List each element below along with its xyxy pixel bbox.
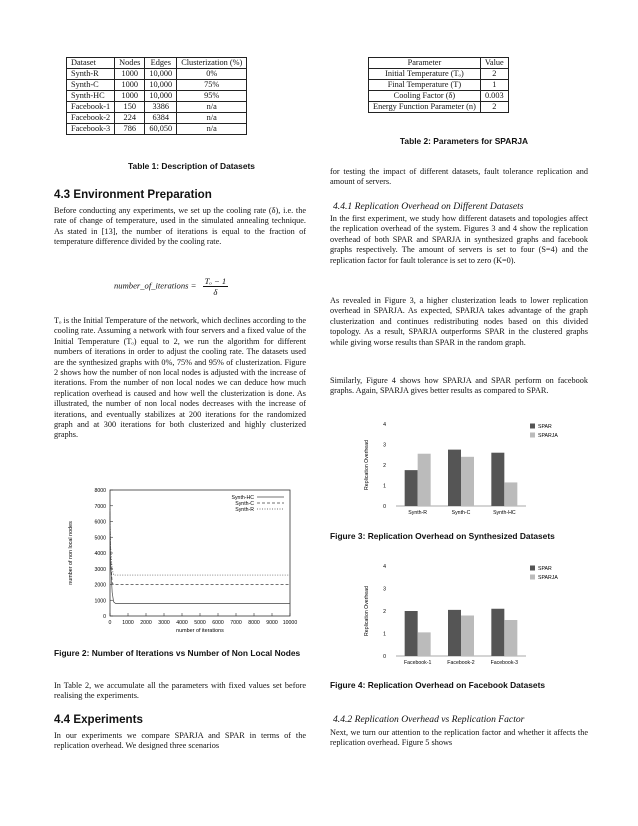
table1-cell: 224 xyxy=(115,113,145,124)
legend-label: SPARJA xyxy=(538,575,558,581)
paragraph-first-experiment: In the first experiment, we study how different datasets and topologies affect the replication overhead of the system. Figures 3 and 4 show the replication overhead of both SPAR and SPARJA in synthesized graphs and facebook graphs respectively. The amount of servers is set to four (S=4) and the replication factor for fault tolerance is set to zero (K=0). xyxy=(330,214,588,265)
table1-cell: 95% xyxy=(177,91,247,102)
paragraph-replication-factor: Next, we turn our attention to the replication factor and whether it affects the replication overhead. Figure 5 shows xyxy=(330,728,588,748)
figure3-caption: Figure 3: Replication Overhead on Synthesized Datasets xyxy=(330,531,555,541)
y-axis-label: number of non local nodes xyxy=(68,521,74,585)
x-tick-label: 6000 xyxy=(212,620,224,626)
table1-header xyxy=(67,58,247,69)
y-tick-label: 1 xyxy=(383,483,386,490)
legend-label: SPAR xyxy=(538,424,552,430)
x-category-label: Facebook-2 xyxy=(447,660,475,666)
series-line-synth-hc xyxy=(110,514,290,604)
paragraph-initial-temperature: Tₒ is the Initial Temperature of the network, which declines according to the cooling rate. Assuming a network with four servers and a fixed value of the Initial Temperature (Tₒ) equal to 2, we run the algorithm for different numbers of iterations in order to adjust the cooling rate. The datasets used are the synthesized graphs with 0%, 75% and 95% of clusterization. Figure 2 shows how the number of non local nodes is adjusted with the increase of iterations. From the number of non local nodes we can deduce how much replication overhead is caused and how well the clusterization is done. As illustrated, the number of non local nodes decreases with the increase of iterations, and eventually stabilizes at 200 iterations for the randomized graph and at 300 iterations for both clusterized and highly clusterized graphs. xyxy=(54,316,306,440)
table2-col-parameter: Parameter xyxy=(369,58,481,69)
bar-spar-facebook-3 xyxy=(491,609,504,656)
y-tick-label: 4000 xyxy=(94,551,106,557)
y-tick-label: 7000 xyxy=(94,503,106,510)
x-tick-label: 8000 xyxy=(248,620,260,626)
y-tick-label: 8000 xyxy=(94,488,106,494)
y-tick-label: 2000 xyxy=(94,582,106,589)
y-tick-label: 0 xyxy=(383,504,386,510)
figure-synth-bar-chart xyxy=(360,418,580,522)
y-tick-label: 6000 xyxy=(94,519,106,526)
bar-sparja-synth-c xyxy=(461,457,474,506)
bar-sparja-synth-hc xyxy=(504,482,517,506)
table2-cell: 2 xyxy=(480,102,508,113)
legend-label: Synth-C xyxy=(235,501,254,507)
bar-sparja-facebook-1 xyxy=(418,632,431,656)
x-tick-label: 10000 xyxy=(282,620,298,626)
table2-header xyxy=(369,58,509,69)
table2-row xyxy=(369,80,509,91)
table1-row xyxy=(67,113,247,124)
table2-cell: Final Temperature (T) xyxy=(369,80,481,91)
y-axis-label: Replication Overhead xyxy=(364,440,370,490)
table2-cell: 2 xyxy=(480,69,508,80)
equation-iterations xyxy=(114,276,228,297)
bar-sparja-synth-r xyxy=(418,454,431,506)
paragraph-cooling-rate: Before conducting any experiments, we set up the cooling rate (δ), i.e. the rate of change of temperature, used in the simulated annealing technique. As stated in [13], the number of iterations is equal to the fraction of temperature difference divided by the cooling rate. xyxy=(54,206,306,247)
y-tick-label: 1 xyxy=(383,631,386,638)
table1-row xyxy=(67,91,247,102)
series-line-synth-c xyxy=(110,512,290,584)
table1-cell: Synth-C xyxy=(67,80,115,91)
table2-cell: 1 xyxy=(480,80,508,91)
equation-fraction xyxy=(203,276,229,297)
y-tick-label: 2 xyxy=(383,463,386,469)
paragraph-experiments: In our experiments we compare SPARJA and SPAR in terms of the replication overhead. We designed three scenarios xyxy=(54,731,306,751)
x-tick-label: 1000 xyxy=(122,620,134,626)
legend-swatch-spar xyxy=(530,424,535,429)
x-axis-label: number of iterations xyxy=(176,628,224,634)
section-heading-4-4-1: 4.4.1 Replication Overhead on Different Datasets xyxy=(333,201,524,212)
legend-label: Synth-HC xyxy=(231,495,254,501)
x-tick-label: 7000 xyxy=(230,620,242,626)
section-heading-4-3: 4.3 Environment Preparation xyxy=(54,188,212,201)
table2-cell: Cooling Factor (δ) xyxy=(369,91,481,102)
table1-cell: Facebook-1 xyxy=(67,102,115,113)
legend-label: SPARJA xyxy=(538,433,558,439)
table1-col-dataset: Dataset xyxy=(67,58,115,69)
table1-cell: 1000 xyxy=(115,91,145,102)
table2-col-value: Value xyxy=(480,58,508,69)
x-category-label: Facebook-3 xyxy=(490,660,519,666)
x-category-label: Synth-R xyxy=(408,510,428,516)
table1-col-edges: Edges xyxy=(145,58,177,69)
x-tick-label: 0 xyxy=(108,620,112,626)
table1-cell: 3386 xyxy=(145,102,177,113)
table2-row xyxy=(369,102,509,113)
paragraph-table2-ref: In Table 2, we accumulate all the parameters with fixed values set before realising the experiments. xyxy=(54,681,306,701)
series-line-synth-r xyxy=(110,509,290,575)
y-tick-label: 2 xyxy=(383,609,386,615)
figure-iterations-chart xyxy=(64,484,304,644)
y-axis-label: Replication Overhead xyxy=(364,586,370,636)
table1-row xyxy=(67,124,247,135)
table-datasets xyxy=(66,57,247,135)
table1-col-nodes: Nodes xyxy=(115,58,145,69)
paragraph-figure4-analysis: Similarly, Figure 4 shows how SPARJA and SPAR perform on facebook graphs. Again, SPARJA gives better results as compared to SPAR. xyxy=(330,376,588,396)
equation-lhs: number_of_iterations = xyxy=(114,280,197,291)
y-tick-label: 0 xyxy=(103,614,106,620)
table1-cell: n/a xyxy=(177,113,247,124)
table1-cell: 1000 xyxy=(115,69,145,80)
section-heading-4-4: 4.4 Experiments xyxy=(54,713,143,726)
x-tick-label: 9000 xyxy=(266,620,278,626)
section-heading-4-4-2: 4.4.2 Replication Overhead vs Replication Factor xyxy=(333,714,525,725)
y-tick-label: 5000 xyxy=(94,535,106,542)
table1-cell: 10,000 xyxy=(145,69,177,80)
x-tick-label: 3000 xyxy=(158,620,170,626)
table1-cell: 10,000 xyxy=(145,80,177,91)
table1-cell: 0% xyxy=(177,69,247,80)
y-tick-label: 1000 xyxy=(94,598,106,605)
table1-cell: Facebook-3 xyxy=(67,124,115,135)
table1-cell: 1000 xyxy=(115,80,145,91)
table1-cell: n/a xyxy=(177,124,247,135)
equation-denominator: δ xyxy=(213,287,218,297)
bar-spar-synth-hc xyxy=(491,453,504,506)
table2-cell: Initial Temperature (Tₒ) xyxy=(369,69,481,80)
table1-cell: 786 xyxy=(115,124,145,135)
bar-sparja-facebook-2 xyxy=(461,616,474,657)
table1-cell: 75% xyxy=(177,80,247,91)
x-category-label: Synth-C xyxy=(451,510,471,516)
y-tick-label: 4 xyxy=(383,422,386,428)
table1-row xyxy=(67,102,247,113)
x-tick-label: 2000 xyxy=(140,620,152,626)
x-tick-label: 4000 xyxy=(176,620,188,626)
table1-cell: 60,050 xyxy=(145,124,177,135)
legend-swatch-sparja xyxy=(530,433,535,438)
table2-row xyxy=(369,69,509,80)
table1-col-clusterization: Clusterization (%) xyxy=(177,58,247,69)
bar-spar-synth-c xyxy=(448,450,461,506)
table1-cell: Synth-R xyxy=(67,69,115,80)
legend-label: SPAR xyxy=(538,566,552,572)
table2-cell: 0.003 xyxy=(480,91,508,102)
table1-cell: 6384 xyxy=(145,113,177,124)
bar-spar-synth-r xyxy=(405,470,418,506)
table1-row xyxy=(67,69,247,80)
table1-caption: Table 1: Description of Datasets xyxy=(128,161,255,171)
bar-spar-facebook-1 xyxy=(405,611,418,656)
equation-numerator: Tₒ − 1 xyxy=(204,276,227,286)
paragraph-figure3-analysis: As revealed in Figure 3, a higher clusterization leads to lower replication overhead in SPARJA. As expected, SPARJA takes advantage of the graph clusterization and continues redistributing nodes based on this divided topology. As a result, SPARJA outperforms SPAR in the clustered graphs while giving worse results than SPAR in the random graph. xyxy=(330,296,588,347)
figure4-caption: Figure 4: Replication Overhead on Facebook Datasets xyxy=(330,680,546,690)
bar-sparja-facebook-3 xyxy=(504,620,517,656)
figure2-caption: Figure 2: Number of Iterations vs Number of Non Local Nodes xyxy=(54,648,301,658)
bar-spar-facebook-2 xyxy=(448,610,461,656)
y-tick-label: 0 xyxy=(383,654,386,660)
x-category-label: Facebook-1 xyxy=(403,660,432,666)
y-tick-label: 3 xyxy=(383,442,386,449)
x-category-label: Synth-HC xyxy=(493,510,516,516)
table1-cell: Facebook-2 xyxy=(67,113,115,124)
table1-cell: 10,000 xyxy=(145,91,177,102)
y-tick-label: 4 xyxy=(383,564,386,570)
x-tick-label: 5000 xyxy=(194,620,206,626)
legend-swatch-sparja xyxy=(530,575,535,580)
figure-facebook-bar-chart xyxy=(360,560,580,672)
table2-body xyxy=(369,69,509,113)
table2-caption: Table 2: Parameters for SPARJA xyxy=(399,136,529,146)
table-parameters xyxy=(368,57,509,113)
table2-row xyxy=(369,91,509,102)
table1-cell: n/a xyxy=(177,102,247,113)
legend-label: Synth-R xyxy=(235,507,254,513)
y-tick-label: 3 xyxy=(383,586,386,593)
table1-row xyxy=(67,80,247,91)
table1-cell: 150 xyxy=(115,102,145,113)
table1-cell: Synth-HC xyxy=(67,91,115,102)
table2-cell: Energy Function Parameter (n) xyxy=(369,102,481,113)
legend-swatch-spar xyxy=(530,566,535,571)
paragraph-scenarios-cont: for testing the impact of different datasets, fault tolerance replication and amount of servers. xyxy=(330,167,588,187)
y-tick-label: 3000 xyxy=(94,566,106,573)
table1-body xyxy=(67,69,247,135)
